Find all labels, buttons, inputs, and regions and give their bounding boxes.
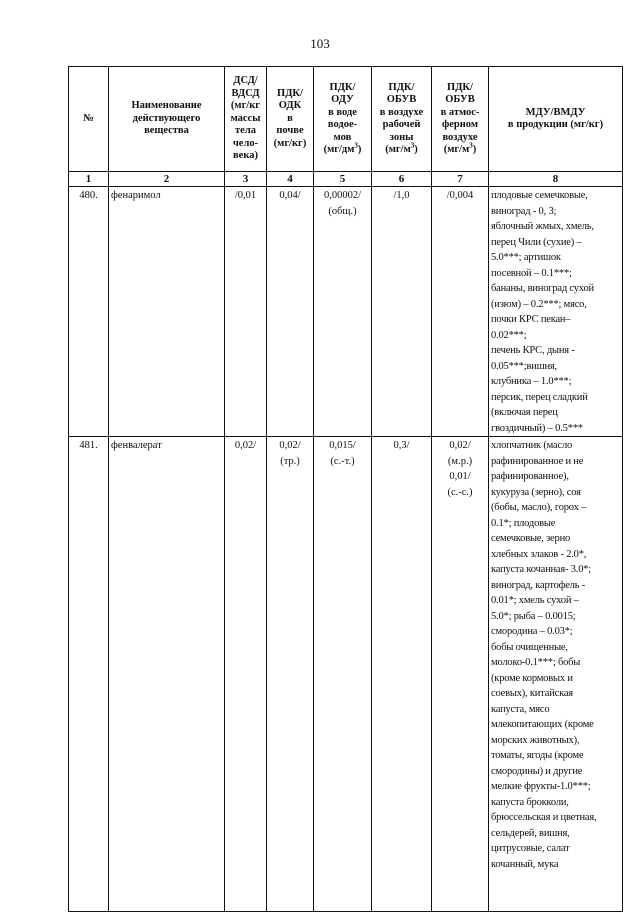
header-water: ПДК/ ОДУ в воде водое- мов $(мг/дм^3)$ <box>314 67 372 172</box>
column-number: 8 <box>489 172 623 187</box>
soil-value: 0,04/ <box>267 187 314 437</box>
work-air-value: /1,0 <box>372 187 432 437</box>
row-number: 480. <box>69 187 109 437</box>
header-dsd: ДСД/ ВДСД (мг/кг массы тела чело- века) <box>225 67 267 172</box>
column-number: 1 <box>69 172 109 187</box>
atm-air-value: 0,02/ (м.р.) 0,01/ (с.-с.) <box>432 437 489 912</box>
header-name: Наименование действующего вещества <box>109 67 225 172</box>
substance-name: фенаримол <box>109 187 225 437</box>
header-soil: ПДК/ ОДК в почве (мг/кг) <box>267 67 314 172</box>
mdu-value: хлопчатник (масло рафинированное и не рафинированное), кукуруза (зерно), соя (бобы, масло), горох – 0.1*; плодовые семечковые, зерно хлебных злаков - 2.0*, капуста кочанная- 3.0*; виноград, картофель - 0.01*; хмель сухой – 5.0*; рыба – 0.0015; смородина – 0.03*; бобы очищенные, молоко-0.1***; бобы (кроме кормовых и соевых), китайская капуста, мясо млекопитающих (кроме морских животных), томаты, ягоды (кроме смородины) и другие мелкие фрукты-1.0***; капуста брокколи, брюссельская и цветная, сельдерей, вишня, цитрусовые, салат кочанный, мука <box>489 437 623 912</box>
soil-value: 0,02/ (тр.) <box>267 437 314 912</box>
column-numbers-row <box>69 172 623 187</box>
page-number: 103 <box>310 36 330 51</box>
dsd-value: 0,02/ <box>225 437 267 912</box>
column-number: 6 <box>372 172 432 187</box>
column-number: 3 <box>225 172 267 187</box>
table-row <box>69 187 623 437</box>
water-value: 0,015/ (с.-т.) <box>314 437 372 912</box>
column-number: 7 <box>432 172 489 187</box>
header-work-air: ПДК/ ОБУВ в воздухе рабочей зоны $(мг/м^3)$ <box>372 67 432 172</box>
water-value: 0,00002/ (общ.) <box>314 187 372 437</box>
substances-table <box>68 66 623 912</box>
header-mdu: МДУ/ВМДУ в продукции (мг/кг) <box>489 67 623 172</box>
header-num: № <box>69 67 109 172</box>
dsd-value: /0,01 <box>225 187 267 437</box>
header-atm-air: ПДК/ ОБУВ в атмос- ферном воздухе $(мг/м^3)$ <box>432 67 489 172</box>
work-air-value: 0,3/ <box>372 437 432 912</box>
atm-air-value: /0,004 <box>432 187 489 437</box>
table-row <box>69 437 623 912</box>
column-number: 2 <box>109 172 225 187</box>
mdu-value: плодовые семечковые, виноград - 0, 3; яблочный жмых, хмель, перец Чили (сухие) – 5.0***; артишок посевной – 0.1***; бананы, виноград сухой (изюм) – 0.2***; мясо, почки КРС пекан– 0.02***; печень КРС, дыня - 0.05***;вишня, клубника – 1.0***; персик, перец сладкий (включая перец гвоздичный) – 0.5*** <box>489 187 623 437</box>
column-number: 5 <box>314 172 372 187</box>
row-number: 481. <box>69 437 109 912</box>
substance-name: фенвалерат <box>109 437 225 912</box>
column-number: 4 <box>267 172 314 187</box>
